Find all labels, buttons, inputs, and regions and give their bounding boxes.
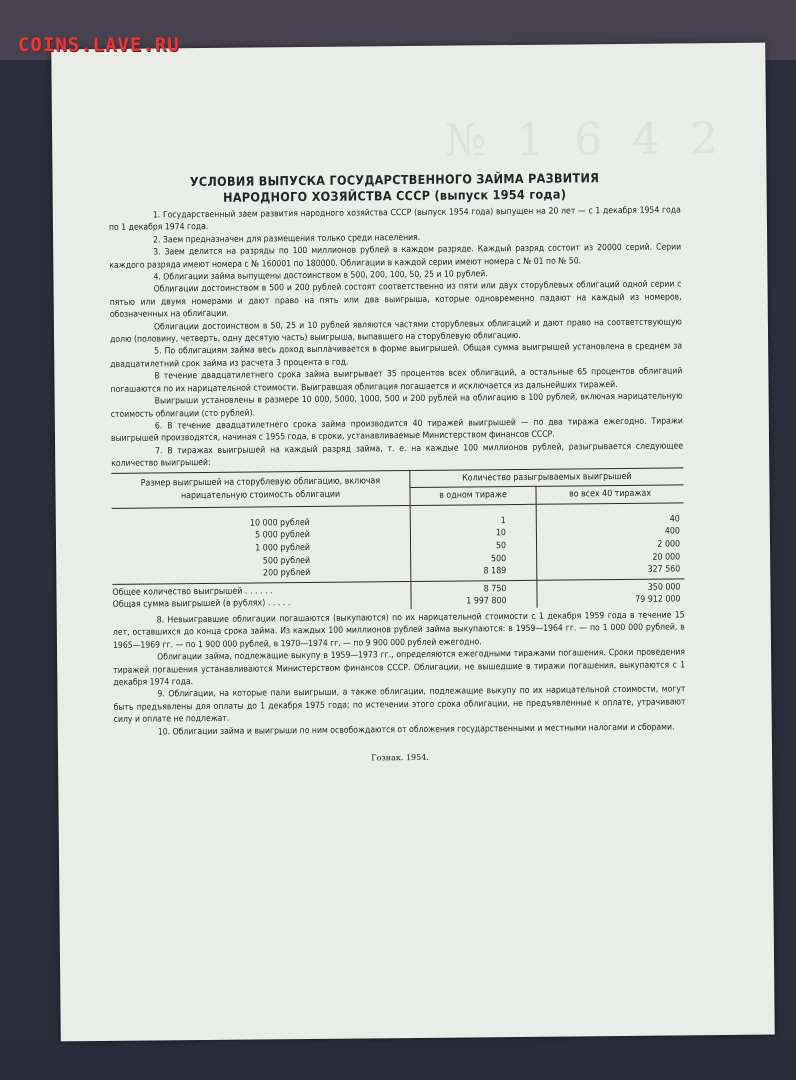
printer-imprint: Гознак. 1954. [371,752,429,763]
title-line-2: НАРОДНОГО ХОЗЯЙСТВА СССР (выпуск 1954 года) [223,186,567,205]
total-count-one-draw: 8 750 [411,580,537,596]
paragraph: 5. По облигациям займа весь доход выплачивается в форме выигрышей. Общая сумма выигрышей установлена в среднем за двадцатилетний срок займа из расчета 3 процента в год. [110,341,683,370]
count-all-draws: 20 000 [652,551,681,563]
site-watermark: COINS.LAVE.RU [18,34,180,56]
column-header-size: Размер выигрышей на сторублевую облигацию, включая нарицательную стоимость облигации [111,470,410,508]
count-all-draws: 2 000 [657,539,681,550]
paragraph: 6. В течение двадцатилетнего срока займа производится 40 тиражей выигрышей — по два тиража ежегодно. Тиражи выигрышей производятся, начиная с 1955 года, в сроки, устанавливаемые Министерством финансов СССР. [110,416,683,445]
total-sum-all-draws: 79 912 000 [635,594,681,606]
count-one-draw: 50 [410,540,536,554]
column-header-one-draw: в одном тираже [410,486,536,505]
paragraph: Облигации достоинством в 50, 25 и 10 рублей являются частями сторублевых облигаций и дают право на соответствующую долю (половину, четверть, одну десятую часть) выигрыша, выпавшего на сторублевую облигацию. [109,317,682,345]
prize-size: 200 рублей [112,566,411,584]
winnings-table [111,467,684,612]
paragraph: 7. В тиражах выигрышей на каждый разряд займа, т. е. на каждые 100 миллионов рублей, разыгрывается следующее количество выигрышей: [111,441,684,470]
count-one-draw: 500 [411,552,537,566]
paragraph: 10. Облигации займа и выигрыши по ним освобождаются от обложения государственными и местными налогами и сборами. [157,722,675,737]
bleed-through-number: № 1 6 4 2 [444,112,727,167]
document-title [108,169,680,206]
total-count-all-draws: 350 000 [647,582,681,593]
prize-size: 500 рублей [112,554,411,569]
paragraph: 3. Заем делится на разряды по 100 миллионов рублей в каждом разряде. Каждый разряд состоит из 20000 серий. Серии каждого разряда имеют номера с № 160001 по 180000. Облигации в каждой серии имеют номера с № 01 по № 50. [109,242,682,271]
count-all-draws: 327 560 [537,563,685,580]
count-one-draw: 8 189 [411,565,537,581]
paragraph: 2. Заем предназначен для размещения только среди населения. [153,232,421,246]
count-one-draw: 10 [410,527,536,541]
background-bottom [0,1040,796,1080]
paragraph: 4. Облигации займа выпущены достоинством в 500, 200, 100, 50, 25 и 10 рублей. [153,269,488,283]
total-sum-one-draw: 1 997 800 [411,595,537,609]
column-header-all-draws: во всех 40 тиражах [536,485,684,504]
paragraph: Облигации достоинством в 500 и 200 рублей состоят соответственно из пяти или двух сторублевых облигаций одной серии с пятью или двумя номерами и дают право на пять или два выигрыша, которые одновременно падают на каждый из номеров, обозначенных на облигации. [109,279,682,321]
paragraph: 1. Государственный заем развития народного хозяйства СССР (выпуск 1954 года) выпущен на 20 лет — с 1 декабря 1954 года по 1 декабря 1974 года. [108,205,681,234]
prize-size: 10 000 рублей [112,505,411,531]
prize-size: 1 000 рублей [112,541,411,556]
paragraph: Облигации займа, подлежащие выкупу в 1959—1973 гг., определяются ежегодными тиражами погашения. Сроки проведения тиражей погашения устанавливаются Министерством финансов СССР. Облигации, не вышедшие в тиражи погашения, выкупаются с 1 декабря 1974 года. [113,647,686,688]
count-all-draws: 40 [669,514,680,525]
total-sum-label: Общая сумма выигрышей (в рублях) . . . . . [113,596,412,611]
count-all-draws: 400 [664,526,680,537]
paragraph: Выигрыши установлены в размере 10 000, 5000, 1000, 500 и 200 рублей на облигацию в 100 рублей, включая нарицательную стоимость облигации (сто рублей). [110,391,683,420]
paragraph: 9. Облигации, на которые пали выигрыши, а также облигации, подлежащие выкупу по их нарицательной стоимости, могут быть предъявлены для оплаты до 1 декабря 1975 года; по истечении этого срока облигации, не предъявленные к оплате, утрачивают силу и оплате не подлежат. [113,684,686,726]
bond-paper [51,43,774,1042]
total-count-label: Общее количество выигрышей . . . . . . [112,581,411,599]
paragraph: В течение двадцатилетнего срока займа выигрывает 35 процентов всех облигаций, а остальные 65 процентов облигаций погашаются по их нарицательной стоимости. Выигравшая облигация погашается и исключается из дальнейших тиражей. [110,366,683,395]
column-group-header: Количество разыгрываемых выигрышей [410,467,684,487]
count-one-draw: 1 [410,504,536,528]
document-content [108,169,686,767]
paragraph: 8. Невыигравшие облигации погашаются (выкупаются) по их нарицательной стоимости с 1 декабря 1959 года в течение 15 лет, оставшихся до конца срока займа. Из каждых 100 миллионов рублей займа выкупаются: в 1959—1964 гг. — по 1 000 000 рублей, в 1965—1969 гг. — по 1 900 000 рублей, в 1970—1974 гг. — по 9 900 000 рублей ежегодно. [112,610,685,651]
prize-size: 5 000 рублей [112,528,411,543]
title-line-1: УСЛОВИЯ ВЫПУСКА ГОСУДАРСТВЕННОГО ЗАЙМА РАЗВИТИЯ [189,170,600,190]
